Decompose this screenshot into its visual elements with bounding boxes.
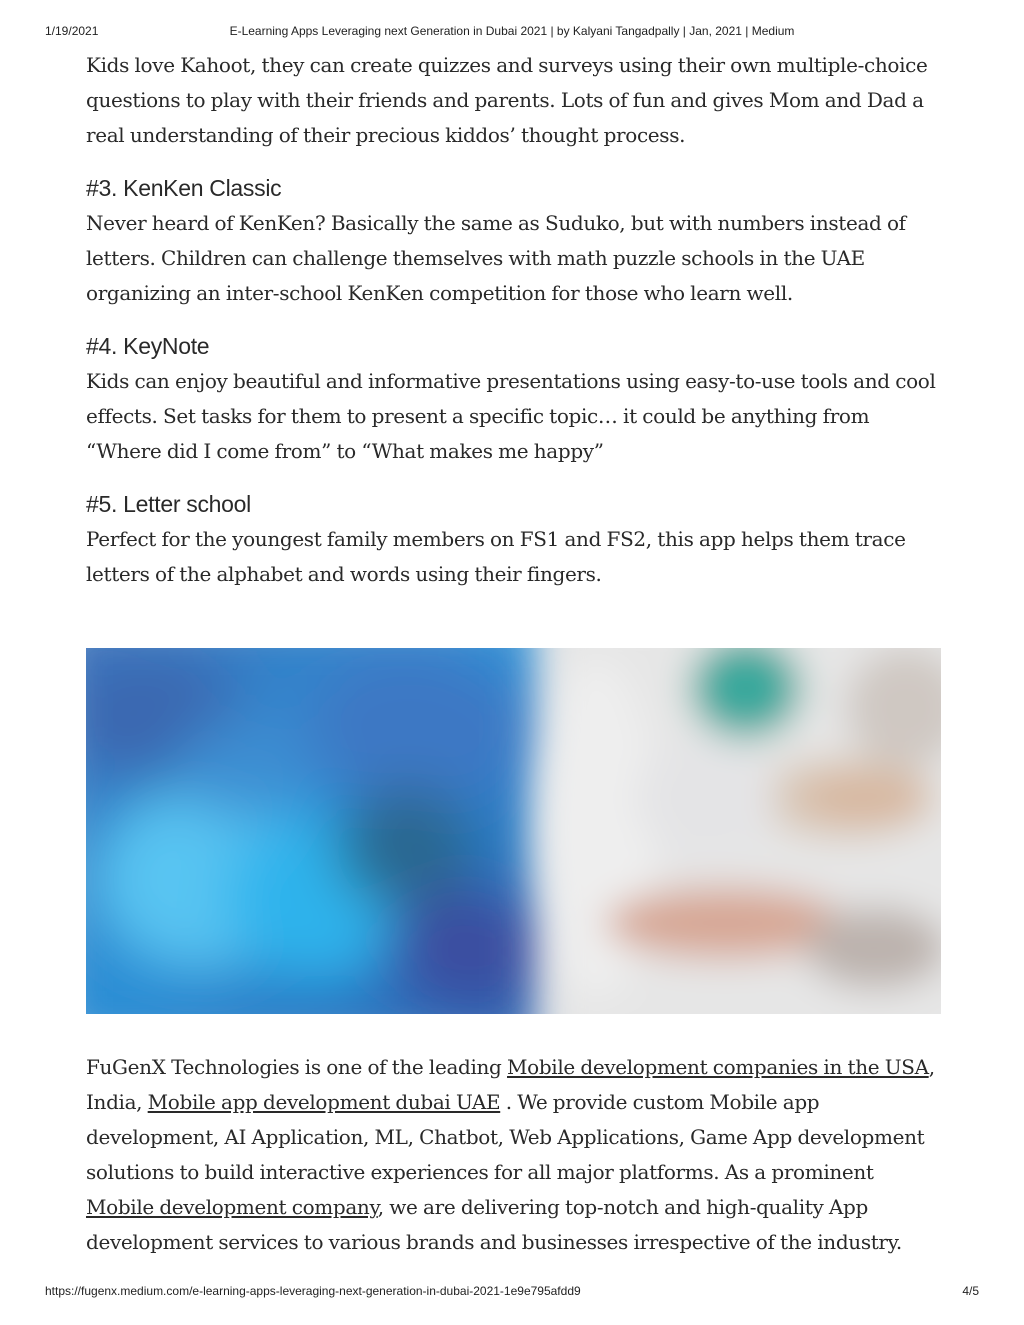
link-mobile-development-usa[interactable]: Mobile development companies in the USA [507, 1055, 929, 1079]
company-text-1: FuGenX Technologies is one of the leading [86, 1055, 508, 1079]
page-number: 4/5 [962, 1284, 979, 1298]
article-body [86, 48, 941, 592]
company-text-4: , we are delivering top-notch and high-quality App development services to various brands and businesses irrespective of the industry. [86, 1195, 902, 1254]
print-header [0, 24, 1024, 40]
print-url: https://fugenx.medium.com/e-learning-apps-leveraging-next-generation-in-dubai-2021-1e9e795afdd9 [45, 1284, 581, 1298]
section-body-keynote: Kids can enjoy beautiful and informative presentations using easy-to-use tools and cool effects. Set tasks for them to present a specific topic… it could be anything from “Where did I come from” to “What makes me happy” [86, 369, 936, 463]
link-mobile-app-development-dubai[interactable]: Mobile app development dubai UAE [147, 1090, 501, 1114]
company-paragraph [86, 1050, 946, 1260]
section-heading-keynote: #4. KeyNote [86, 333, 210, 359]
print-date: 1/19/2021 [45, 24, 99, 38]
kahoot-paragraph: Kids love Kahoot, they can create quizzes and surveys using their own multiple-choice questions to play with their friends and parents. Lots of fun and gives Mom and Dad a real understanding of their precious kiddos’ thought process. [86, 53, 928, 147]
section-body-kenken: Never heard of KenKen? Basically the same as Suduko, but with numbers instead of letters. Children can challenge themselves with math puzzle schools in the UAE organizing an inter-school KenKen competition for those who learn well. [86, 211, 906, 305]
company-text-2: , India, [86, 1055, 935, 1114]
print-page-title: E-Learning Apps Leveraging next Generation in Dubai 2021 | by Kalyani Tangadpally | Jan, 2021 | Medium [229, 24, 795, 38]
link-mobile-development-company[interactable]: Mobile development company [86, 1195, 378, 1219]
section-heading-letter-school: #5. Letter school [86, 491, 251, 517]
section-body-letter-school: Perfect for the youngest family members on FS1 and FS2, this app helps them trace letters of the alphabet and words using their fingers. [86, 527, 906, 586]
section-heading-kenken: #3. KenKen Classic [86, 175, 282, 201]
article-image [86, 648, 941, 1014]
company-text-3: . We provide custom Mobile app development, AI Application, ML, Chatbot, Web Applications, Game App development solutions to build interactive experiences for all major platforms. As a prominent [86, 1090, 925, 1184]
print-footer [0, 1284, 1024, 1300]
